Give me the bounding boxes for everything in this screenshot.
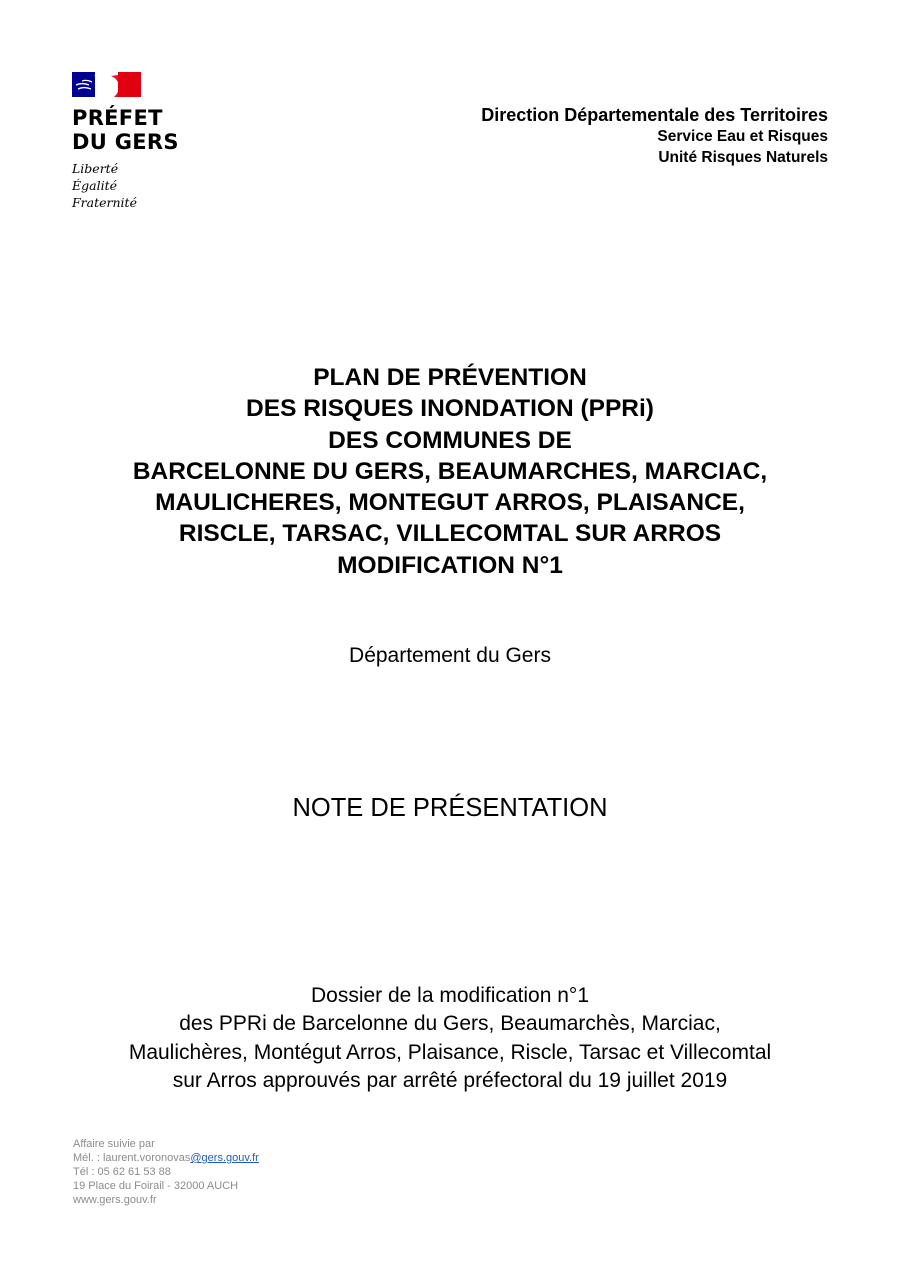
dossier-line: sur Arros approuvés par arrêté préfectoral du 19 juillet 2019 (172, 1068, 728, 1092)
issuing-service-header (481, 104, 828, 168)
title-line: MODIFICATION N°1 (337, 551, 563, 579)
document-title (0, 362, 900, 581)
motto-egalite: Égalité (72, 178, 117, 193)
motto-liberte: Liberté (72, 161, 119, 176)
motto-fraternite: Fraternité (72, 195, 137, 210)
document-type-heading: NOTE DE PRÉSENTATION (292, 794, 608, 822)
dossier-line: Dossier de la modification n°1 (310, 984, 590, 1007)
unit-name: Unité Risques Naturels (658, 149, 828, 166)
title-line: DES COMMUNES DE (328, 426, 572, 454)
title-line: DES RISQUES INONDATION (PPRi) (246, 395, 654, 423)
email-line (73, 1151, 259, 1165)
title-line: PLAN DE PRÉVENTION (313, 364, 587, 391)
dossier-line: Maulichères, Montégut Arros, Plaisance, Riscle, Tarsac et Villecomtal (128, 1040, 772, 1064)
email-link[interactable]: @gers.gouv.fr (190, 1152, 259, 1164)
phone-line: Tél : 05 62 61 53 88 (73, 1166, 171, 1178)
republic-motto (72, 160, 232, 211)
prefet-title-line1: PRÉFET (72, 106, 163, 130)
contact-footer (73, 1137, 259, 1207)
title-line: RISCLE, TARSAC, VILLECOMTAL SUR ARROS (178, 520, 722, 548)
followed-by-label: Affaire suivie par (73, 1138, 155, 1150)
title-line: MAULICHERES, MONTEGUT ARROS, PLAISANCE, (155, 489, 745, 517)
title-line: BARCELONNE DU GERS, BEAUMARCHES, MARCIAC, (132, 457, 768, 485)
prefet-title-line2: DU GERS (72, 130, 179, 154)
service-name: Service Eau et Risques (657, 128, 828, 145)
email-prefix: Mél. : laurent.voronovas (73, 1152, 191, 1164)
dossier-description (0, 982, 900, 1095)
prefecture-logo (72, 72, 232, 211)
marianne-flag-icon (72, 72, 141, 97)
department-label: Département du Gers (349, 644, 551, 667)
address-line: 19 Place du Foirail - 32000 AUCH (73, 1180, 239, 1192)
direction-name: Direction Départementale des Territoires (481, 105, 828, 125)
dossier-line: des PPRi de Barcelonne du Gers, Beaumarchès, Marciac, (179, 1012, 721, 1036)
website-line: www.gers.gouv.fr (73, 1194, 157, 1206)
